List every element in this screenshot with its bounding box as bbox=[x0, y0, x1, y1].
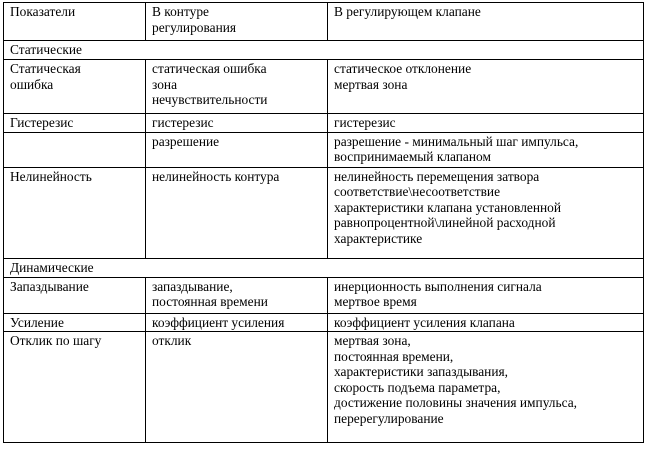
valve-cell: гистерезис bbox=[328, 114, 644, 133]
header-in-valve: В регулирующем клапане bbox=[328, 3, 644, 41]
section-row-dynamic bbox=[4, 258, 644, 277]
loop-cell: отклик bbox=[146, 332, 328, 443]
table-row bbox=[4, 167, 644, 258]
indicator-cell: Запаздывание bbox=[4, 277, 146, 313]
indicator-cell: Статическая ошибка bbox=[4, 60, 146, 114]
indicator-cell: Усиление bbox=[4, 313, 146, 332]
comparison-table bbox=[3, 2, 644, 443]
table-row bbox=[4, 114, 644, 133]
section-row-static bbox=[4, 41, 644, 60]
table-row bbox=[4, 277, 644, 313]
header-indicators: Показатели bbox=[4, 3, 146, 41]
indicator-cell: Гистерезис bbox=[4, 114, 146, 133]
valve-cell: нелинейность перемещения затвора соответствие\несоответствие характеристики клапана установленной равнопроцентной\линейной расходной характеристике bbox=[328, 167, 644, 258]
indicator-cell: Отклик по шагу bbox=[4, 332, 146, 443]
loop-cell: разрешение bbox=[146, 132, 328, 167]
loop-cell: нелинейность контура bbox=[146, 167, 328, 258]
loop-cell: статическая ошибка зона нечувствительности bbox=[146, 60, 328, 114]
valve-cell: коэффициент усиления клапана bbox=[328, 313, 644, 332]
table-row bbox=[4, 332, 644, 443]
table-row bbox=[4, 60, 644, 114]
table-row bbox=[4, 132, 644, 167]
header-in-loop: В контуре регулирования bbox=[146, 3, 328, 41]
header-row bbox=[4, 3, 644, 41]
loop-cell: коэффициент усиления bbox=[146, 313, 328, 332]
valve-cell: статическое отклонение мертвая зона bbox=[328, 60, 644, 114]
section-static-label: Статические bbox=[4, 41, 644, 60]
valve-cell: разрешение - минимальный шаг импульса, воспринимаемый клапаном bbox=[328, 132, 644, 167]
valve-cell: инерционность выполнения сигнала мертвое время bbox=[328, 277, 644, 313]
valve-cell: мертвая зона, постоянная времени, характеристики запаздывания, скорость подъема параметра, достижение половины значения импульса, перерегулирование bbox=[328, 332, 644, 443]
table-row bbox=[4, 313, 644, 332]
section-dynamic-label: Динамические bbox=[4, 258, 644, 277]
loop-cell: гистерезис bbox=[146, 114, 328, 133]
indicator-cell bbox=[4, 132, 146, 167]
indicator-cell: Нелинейность bbox=[4, 167, 146, 258]
loop-cell: запаздывание, постоянная времени bbox=[146, 277, 328, 313]
